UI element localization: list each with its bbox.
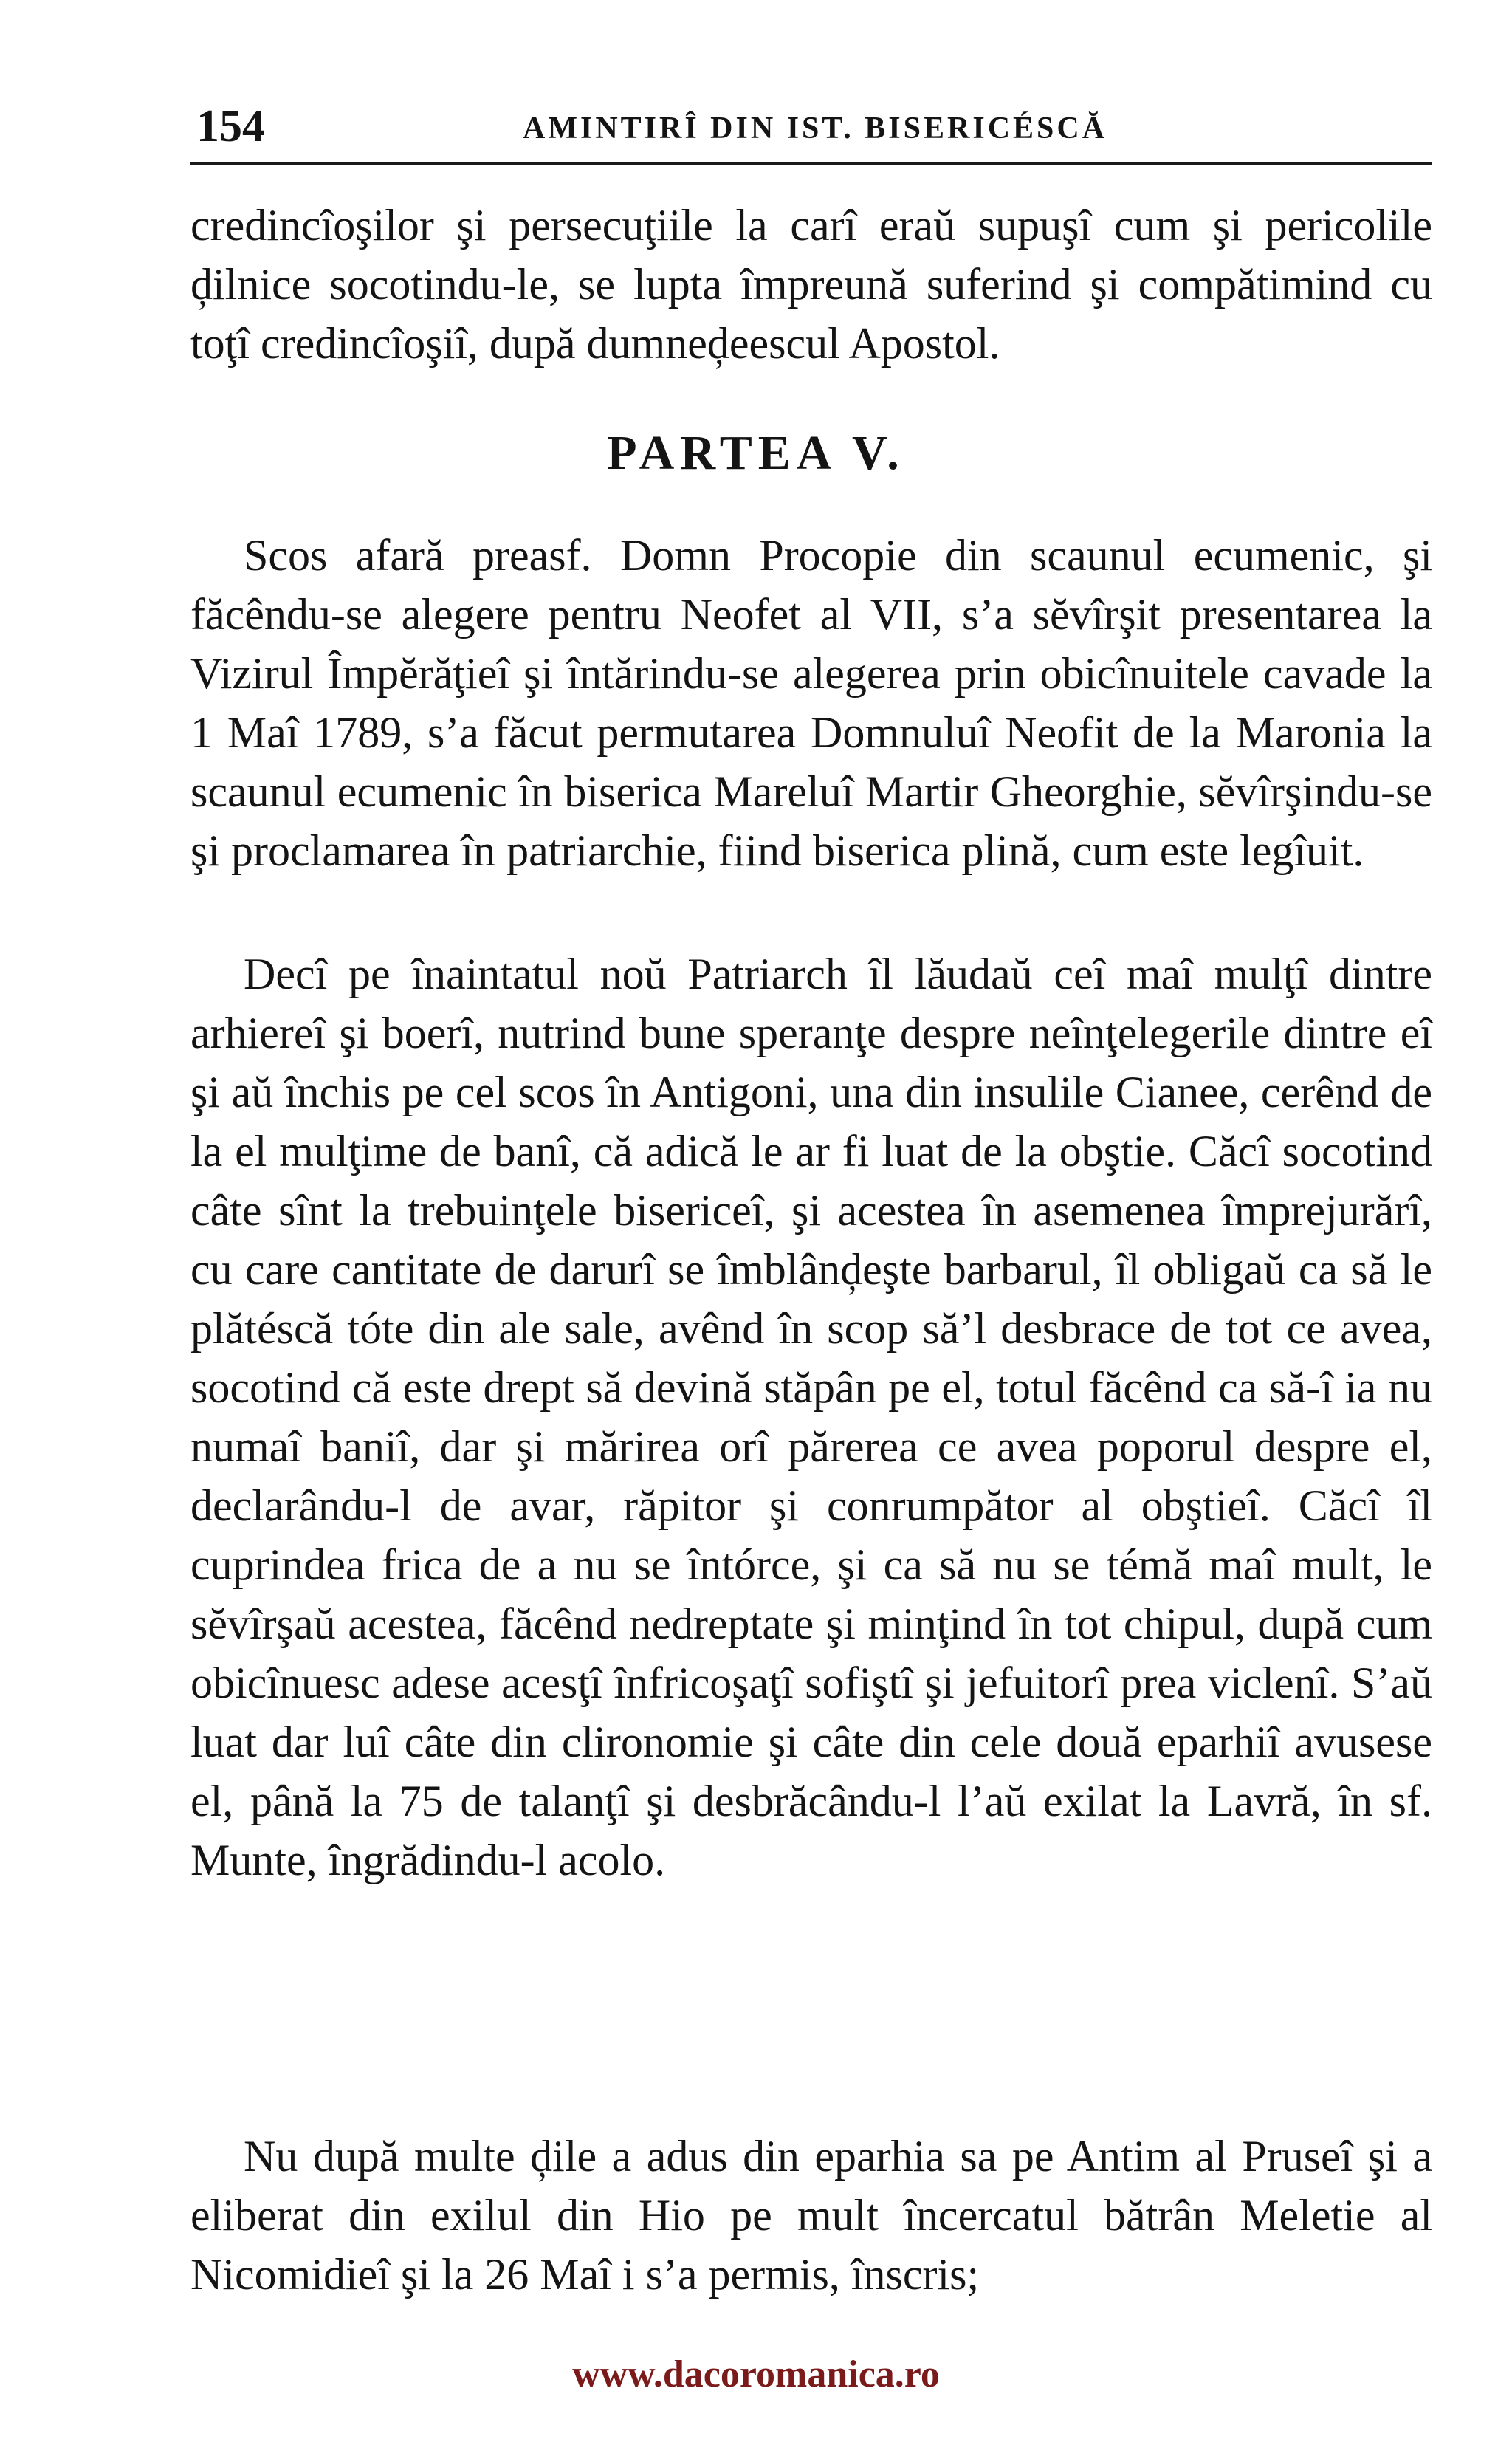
body-paragraph-4: Nu după multe ḑile a adus din eparhia sa pe Antim al Pruseî şi a eliberat din exilul din Hio pe mult încercatul bătrân Meletie al Nicomidieî şi la 26 Maî i s’a permis, înscris; xyxy=(190,2132,1432,2299)
body-paragraph-1: credincîoşilor şi persecuţiile la carî eraŭ supuşî cum şi pericolile ḑilnice socotindu-le, se lupta împreună suferind şi compătimind cu toţî credincîoşiî, după dumneḑeescul Apostol. xyxy=(190,201,1432,368)
section-title: PARTEA V. xyxy=(607,426,905,480)
running-head-title: AMINTIRÎ DIN IST. BISERICÉSCĂ xyxy=(523,112,1108,145)
watermark-url: www.dacoromanica.ro xyxy=(572,2353,940,2395)
body-paragraph-3: Decî pe înaintatul noŭ Patriarch îl lăudaŭ ceî maî mulţî dintre arhiereî şi boerî, nutrind bune speranţe despre neînţelegerile dintre eî şi aŭ închis pe cel scos în Antigoni, una din insulile Cianee, cerênd de la el mulţime de banî, că adică le ar fi luat de la obştie. Căcî socotind câte sînt la trebuinţele bisericeî, şi acestea în asemenea împrejurărî, cu care cantitate de darurî se îmblânḑeşte barbarul, îl obligaŭ ca să le plătéscă tóte din ale sale, avênd în scop să’l desbrace de tot ce avea, socotind că este drept să devină stăpân pe el, totul făcênd ca să-î ia nu numaî baniî, dar şi mărirea orî părerea ce avea poporul despre el, declarându-l de avar, răpitor şi conrumpător al obştieî. Căcî îl cuprindea frica de a nu se întórce, şi ca să nu se témă maî mult, le sĕvîrşaŭ acestea, făcênd nedreptate şi minţind în tot chipul, după cum obicînuesc adese acesţî înfricoşaţî sofiştî şi jefuitorî prea viclenî. S’aŭ luat dar luî câte din clironomie şi câte din cele două eparhiî avusese el, până la 75 de talanţî şi desbrăcându-l l’aŭ exilat la Lavră, în sf. Munte, îngrădindu-l acolo. xyxy=(190,950,1432,1884)
running-header xyxy=(190,103,1432,165)
body-paragraph-2: Scos afară preasf. Domn Procopie din scaunul ecumenic, şi făcêndu-se alegere pentru Neofet al VII, s’a sĕvîrşit presentarea la Vizirul Împĕrăţieî şi întărindu-se alegerea prin obicînuitele cavade la 1 Maî 1789, s’a făcut permutarea Domnuluî Neofit de la Maronia la scaunul ecumenic în biserica Mareluî Martir Gheorghie, sĕvîrşindu-se şi proclamarea în patriarchie, fiind biserica plină, cum este legîuit. xyxy=(190,531,1432,875)
page-number: 154 xyxy=(196,101,265,151)
